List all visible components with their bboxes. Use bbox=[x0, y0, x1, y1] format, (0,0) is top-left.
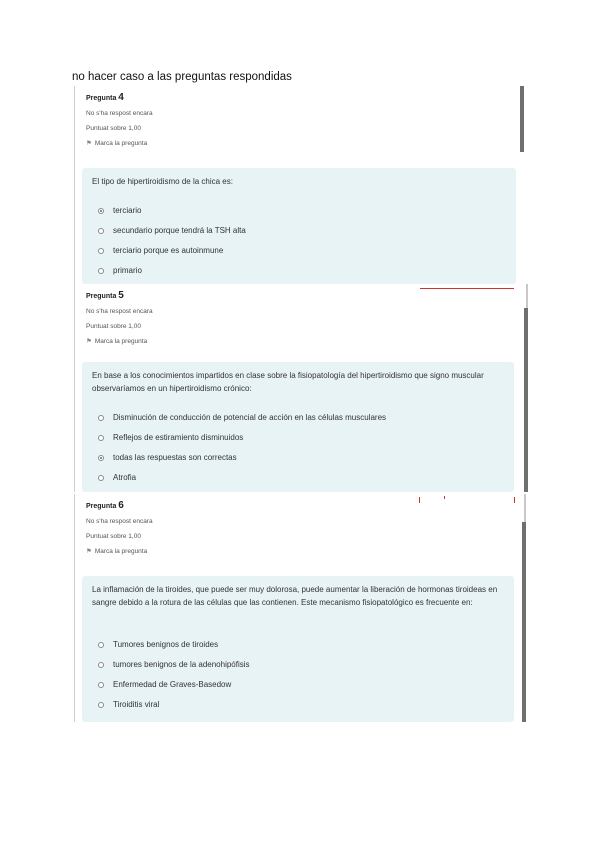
red-tick bbox=[514, 497, 515, 503]
radio-button[interactable] bbox=[98, 208, 104, 214]
question-box bbox=[82, 168, 516, 284]
question-text: El tipo de hipertiroidismo de la chica es: bbox=[92, 177, 233, 186]
option[interactable]: Tiroiditis viral bbox=[98, 700, 159, 709]
radio-button[interactable] bbox=[98, 662, 104, 668]
question-info bbox=[86, 498, 153, 559]
scrollbar-thumb[interactable] bbox=[522, 522, 526, 722]
question-box bbox=[82, 576, 514, 722]
radio-button[interactable] bbox=[98, 475, 104, 481]
flag-question-link[interactable]: ⚑ Marca la pregunta bbox=[86, 334, 153, 349]
radio-button[interactable] bbox=[98, 248, 104, 254]
question-score: Puntuat sobre 1,00 bbox=[86, 125, 141, 132]
red-tick bbox=[419, 497, 420, 503]
question-title: Pregunta 6 bbox=[86, 500, 124, 511]
question-title: Pregunta 4 bbox=[86, 92, 124, 103]
option[interactable]: tumores benignos de la adenohipófisis bbox=[98, 660, 250, 669]
question-screenshot-6 bbox=[74, 494, 526, 722]
question-info bbox=[86, 90, 153, 151]
scrollbar-thumb[interactable] bbox=[524, 308, 528, 492]
page-note: no hacer caso a las preguntas respondidas bbox=[72, 71, 292, 83]
question-info bbox=[86, 288, 153, 349]
left-border bbox=[74, 284, 75, 492]
option[interactable]: Reflejos de estiramiento disminuidos bbox=[98, 433, 243, 442]
red-tick bbox=[444, 496, 445, 499]
option[interactable]: primario bbox=[98, 266, 142, 275]
option[interactable]: secundario porque tendrá la TSH alta bbox=[98, 226, 246, 235]
option[interactable]: Tumores benignos de tiroides bbox=[98, 640, 218, 649]
flag-question-link[interactable]: ⚑ Marca la pregunta bbox=[86, 136, 153, 151]
radio-button[interactable] bbox=[98, 435, 104, 441]
question-title: Pregunta 5 bbox=[86, 290, 124, 301]
radio-button[interactable] bbox=[98, 455, 104, 461]
question-status: No s'ha respost encara bbox=[86, 308, 153, 315]
option[interactable]: Enfermedad de Graves-Basedow bbox=[98, 680, 231, 689]
question-screenshot-4 bbox=[74, 86, 524, 284]
question-text: En base a los conocimientos impartidos en clase sobre la fisiopatología del hipertiroidismo que signo muscular observaríamos en un hipertiroidismo crónico: bbox=[92, 371, 484, 393]
radio-button[interactable] bbox=[98, 642, 104, 648]
left-border bbox=[74, 494, 75, 722]
radio-button[interactable] bbox=[98, 268, 104, 274]
radio-button[interactable] bbox=[98, 415, 104, 421]
question-text: La inflamación de la tiroides, que puede ser muy dolorosa, puede aumentar la liberación de hormonas tiroideas en sangre debido a la rotura de las células que las contienen. Este mecanismo fisiopatológico es frecuente en: bbox=[92, 585, 498, 607]
red-line bbox=[420, 288, 514, 289]
question-score: Puntuat sobre 1,00 bbox=[86, 323, 141, 330]
left-border bbox=[74, 86, 75, 284]
question-score: Puntuat sobre 1,00 bbox=[86, 533, 141, 540]
question-number: 5 bbox=[118, 290, 124, 301]
question-status: No s'ha respost encara bbox=[86, 518, 153, 525]
scrollbar[interactable] bbox=[520, 86, 524, 152]
flag-icon: ⚑ bbox=[86, 140, 92, 147]
option[interactable]: terciario bbox=[98, 206, 141, 215]
option[interactable]: todas las respuestas son correctas bbox=[98, 453, 237, 462]
flag-question-link[interactable]: ⚑ Marca la pregunta bbox=[86, 544, 153, 559]
option[interactable]: Atrofia bbox=[98, 473, 136, 482]
flag-icon: ⚑ bbox=[86, 548, 92, 555]
option[interactable]: terciario porque es autoinmune bbox=[98, 246, 223, 255]
option[interactable]: Disminución de conducción de potencial de acción en las células musculares bbox=[98, 413, 386, 422]
question-status: No s'ha respost encara bbox=[86, 110, 153, 117]
question-box bbox=[82, 362, 514, 492]
radio-button[interactable] bbox=[98, 228, 104, 234]
question-number: 4 bbox=[118, 92, 124, 103]
flag-icon: ⚑ bbox=[86, 338, 92, 345]
radio-button[interactable] bbox=[98, 702, 104, 708]
question-screenshot-5 bbox=[74, 284, 528, 492]
question-number: 6 bbox=[118, 500, 124, 511]
radio-button[interactable] bbox=[98, 682, 104, 688]
